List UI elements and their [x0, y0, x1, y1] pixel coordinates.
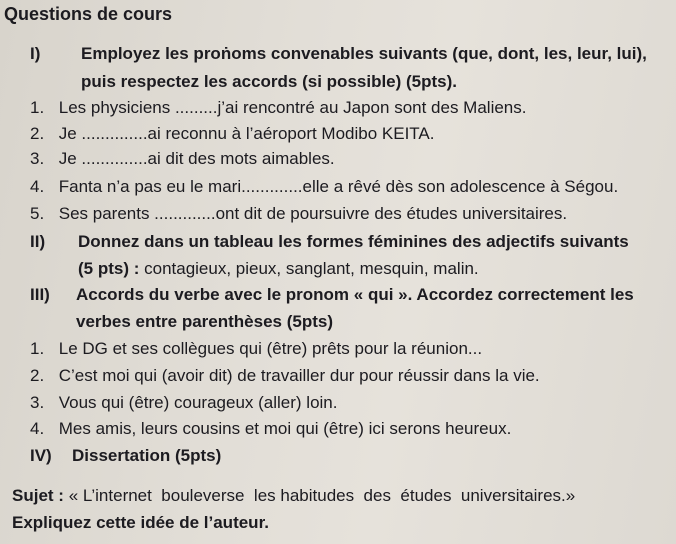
section-3-heading-line-2: verbes entre parenthèses (5pts) [76, 312, 333, 331]
section-1-heading-line-1: Employez les proṅoms convenables suivants (que, dont, les, leur, lui), [81, 44, 647, 63]
section-2-adjectives: contagieux, pieux, sanglant, mesquin, malin. [139, 259, 479, 278]
closing-instruction: Expliquez cette idée de l’auteur. [12, 513, 269, 532]
item-text: C’est moi qui (avoir dit) de travailler dur pour réussir dans la vie. [58, 366, 540, 385]
item-number: 5. [30, 204, 45, 223]
section-2-heading-line-1: Donnez dans un tableau les formes féminines des adjectifs suivants [78, 232, 629, 251]
section-3-item [30, 366, 540, 386]
section-3-heading-line-1: Accords du verbe avec le pronom « qui ». Accordez correctement les [76, 285, 634, 304]
item-number: 1. [30, 98, 45, 117]
section-1-number: I) [30, 44, 41, 63]
item-text: Je ..............ai dit des mots aimables. [58, 149, 335, 168]
item-number: 1. [30, 339, 45, 358]
item-text: Les physiciens .........j’ai rencontré au Japon sont des Maliens. [58, 98, 527, 117]
section-2-heading-line-2 [78, 259, 479, 279]
section-1-item [30, 98, 526, 118]
sujet-line [12, 486, 575, 506]
item-number: 2. [30, 124, 45, 143]
item-text: Vous qui (être) courageux (aller) loin. [58, 393, 338, 412]
page-title: Questions de cours [4, 4, 173, 24]
section-1-item [30, 149, 335, 169]
section-1-item [30, 124, 435, 144]
item-number: 2. [30, 366, 45, 385]
item-number: 3. [30, 393, 45, 412]
sujet-text: « L’internet bouleverse les habitudes des études universitaires.» [68, 486, 576, 505]
section-3-number: III) [30, 285, 50, 304]
item-text: Le DG et ses collègues qui (être) prêts pour la réunion... [58, 339, 483, 358]
section-1-item [30, 177, 618, 197]
item-text: Ses parents .............ont dit de poursuivre des études universitaires. [58, 204, 568, 223]
section-2-number: II) [30, 232, 46, 251]
item-number: 4. [30, 419, 45, 438]
section-2-points: (5 pts) : [78, 259, 140, 278]
section-1-heading-line-2: puis respectez les accords (si possible) (5pts). [81, 72, 458, 91]
section-1-item [30, 204, 567, 224]
item-number: 4. [30, 177, 45, 196]
section-4-heading: Dissertation (5pts) [72, 446, 222, 465]
item-text: Mes amis, leurs cousins et moi qui (être) ici serons heureux. [58, 419, 512, 438]
item-text: Fanta n’a pas eu le mari.............elle a rêvé dès son adolescence à Ségou. [58, 177, 619, 196]
section-3-item [30, 393, 337, 413]
section-4-number: IV) [30, 446, 52, 465]
item-text: Je ..............ai reconnu à l’aéroport Modibo KEITA. [58, 124, 435, 143]
section-3-item [30, 339, 482, 359]
section-3-item [30, 419, 511, 439]
sujet-label: Sujet : [12, 486, 64, 505]
item-number: 3. [30, 149, 45, 168]
